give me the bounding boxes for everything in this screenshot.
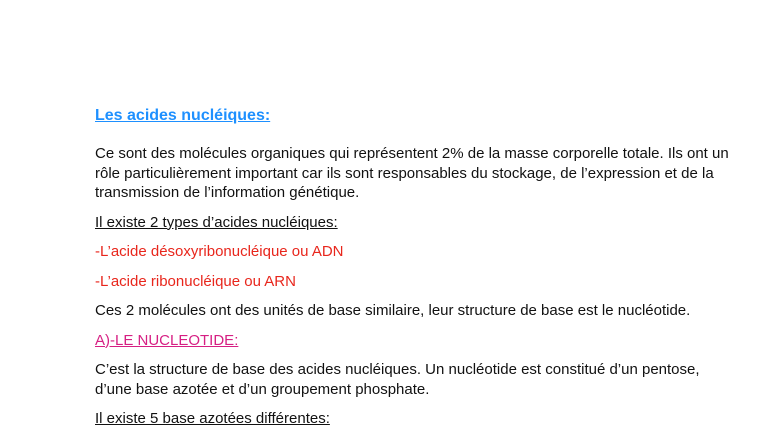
page-title: Les acides nucléiques: — [95, 107, 271, 124]
base-structure-paragraph: Ces 2 molécules ont des unités de base similaire, leur structure de base est le nucléotide. — [95, 302, 691, 319]
intro-paragraph: Ce sont des molécules organiques qui représentent 2% de la masse corporelle totale. Ils ont un rôle particulièrement important car ils sont responsables du stockage, de l’expression et de la transmission de l’information génétique. — [95, 145, 729, 201]
document-page — [95, 106, 735, 439]
nucleotide-paragraph: C’est la structure de base des acides nucléiques. Un nucléotide est constitué d’un pentose, d’une base azotée et d’un groupement phosphate. — [95, 361, 700, 398]
types-heading: Il existe 2 types d’acides nucléiques: — [95, 213, 338, 231]
bases-heading: Il existe 5 base azotées différentes: — [95, 410, 330, 427]
arn-list-item: -L’acide ribonucléique ou ARN — [95, 272, 296, 290]
section-heading: A)-LE NUCLEOTIDE: — [95, 331, 239, 349]
adn-list-item: -L’acide désoxyribonucléique ou ADN — [95, 243, 344, 260]
